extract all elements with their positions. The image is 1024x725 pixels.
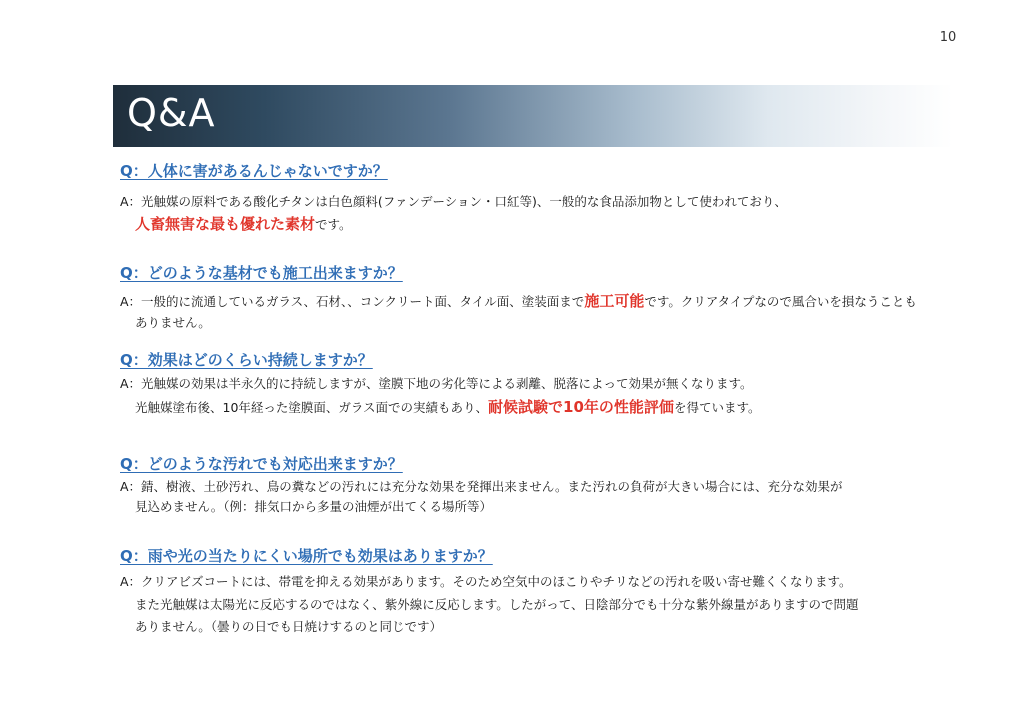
answer-1-tail: です。: [315, 217, 352, 232]
answer-5-line-3: ありません。（曇りの日でも日焼けするのと同じです）: [135, 619, 443, 634]
question-3: Q：効果はどのくらい持続しますか？: [120, 351, 373, 369]
answer-1-line-2: [135, 213, 352, 234]
answer-5-line-2: また光触媒は太陽光に反応するのではなく、紫外線に反応します。したがって、日陰部分でも十分な紫外線量がありますので問題: [135, 597, 859, 612]
answer-3-line-1: A：光触媒の効果は半永久的に持続しますが、塗膜下地の劣化等による剥離、脱落によって効果が無くなります。: [120, 376, 753, 391]
page-number: 10: [939, 30, 957, 45]
answer-1-highlight: 人畜無害な最も優れた素材: [135, 215, 316, 233]
question-2: Q：どのような基材でも施工出来ますか？: [120, 264, 403, 282]
answer-3-pre: 光触媒塗布後、10年経った塗膜面、ガラス面での実績もあり、: [135, 400, 489, 415]
question-1: Q：人体に害があるんじゃないですか？: [120, 162, 388, 180]
answer-3-line-2: [135, 396, 760, 417]
answer-2-line-2: ありません。: [135, 315, 211, 330]
answer-3-highlight: 耐候試験で10年の性能評価: [488, 398, 674, 416]
answer-4-line-2: 見込めません。（例：排気口から多量の油煙が出てくる場所等）: [135, 499, 493, 514]
answer-2-highlight: 施工可能: [584, 292, 645, 310]
answer-4-line-1: A：錆、樹液、土砂汚れ、鳥の糞などの汚れには充分な効果を発揮出来ません。また汚れの負荷が大きい場合には、充分な効果が: [120, 479, 843, 494]
answer-3-tail: を得ています。: [673, 400, 761, 415]
banner-title: Q&A: [127, 91, 216, 135]
answer-5-line-1: A：クリアビズコートには、帯電を抑える効果があります。そのため空気中のほこりやチリなどの汚れを吸い寄せ難くくなります。: [120, 574, 852, 589]
answer-2-tail: です。クリアタイプなので風合いを損なうことも: [644, 294, 917, 309]
question-4: Q：どのような汚れでも対応出来ますか？: [120, 455, 403, 473]
answer-2-line-1: [120, 290, 917, 311]
answer-1-line-1: A：光触媒の原料である酸化チタンは白色顔料(ファンデーション・口紅等)、一般的な食品添加物として使われており、: [120, 194, 787, 209]
answer-2-pre: A：一般的に流通しているガラス、石材、、コンクリート面、タイル面、塗装面まで: [120, 294, 585, 309]
question-5: Q：雨や光の当たりにくい場所でも効果はありますか？: [120, 547, 493, 565]
